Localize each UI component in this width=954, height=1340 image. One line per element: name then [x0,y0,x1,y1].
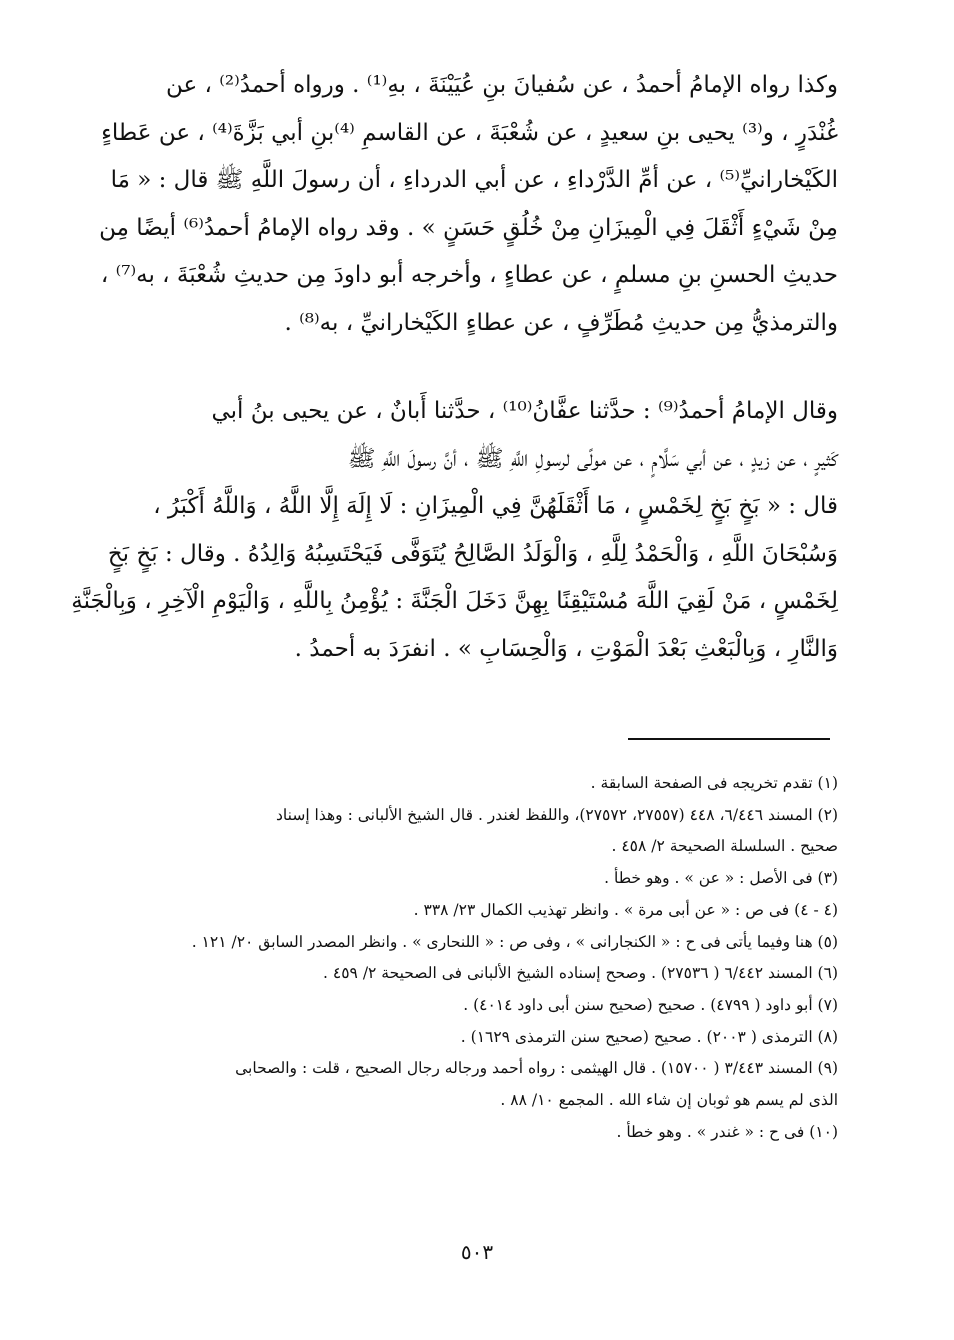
text-line: حديثِ الحسنِ بنِ مسلمٍ ، عن عطاءٍ ، وأخرجه أبو داودَ مِن حديثِ شُعْبَةَ ، به⁽⁷⁾ ، [100,262,838,288]
footnote-line: الذى لم يسم هو ثوبان إن شاء الله . المجمع ١٠/ ٨٨ . [500,1091,838,1110]
page-number: ٥٠٣ [460,1240,494,1264]
text-line: وكذا رواه الإمامُ أحمدُ ، عن سُفيانَ بنِ عُيَيْنَةَ ، بهِ⁽¹⁾ . ورواه أحمدُ⁽²⁾ ، عن [165,72,838,98]
footnote-line: (٢) المسند ٦/٤٤٦، ٤٤٨ (٢٧٥٥٧، ٢٧٥٧٢)، واللفظ لغندر . قال الشيخ الألبانى : وهذا إسناد [276,805,838,824]
text-line: الكَيْخارانيِّ⁽⁵⁾ ، عن أمِّ الدَّرْداءِ ، عن أبي الدرداءِ ، أن رسولَ اللَّهِ ﷺ قال : « مَا [110,167,838,193]
footnote-line: صحيح . السلسلة الصحيحة ٢/ ٤٥٨ . [611,837,838,856]
text-line: غُنْدَرٍ ، و⁽³⁾ يحيى بنِ سعيدٍ ، عن شُعْبَةَ ، عن القاسمِ ⁽⁴⁾بنِ أبي بَزَّةَ⁽⁴⁾ ، عن عَطاءٍ [101,119,838,146]
footnote-line: (٩) المسند ٣/٤٤٣ ( ١٥٧٠٠) . قال الهيثمى : رواه أحمد ورجاله رجال الصحيح ، قلت : والصحابى [235,1059,838,1078]
footnote-line: (٧) أبو داود ( ٤٧٩٩) . صحيح (صحيح سنن أبى داود ٤٠١٤) . [463,995,838,1014]
footnote-divider [628,738,830,740]
text-line: كَثيرٍ ، عن زيدٍ ، عن أبي سَلَّامٍ ، عن مولًى لرسولِ اللَّهِ ﷺ ، أنَّ رسولَ اللَّهِ ﷺ [347,445,838,472]
text-line: وقال الإمامُ أحمدُ⁽⁹⁾ : حدَّثنا عفَّانُ⁽¹⁰⁾ ، حدَّثنا أَبانٌ ، عن يحيى بنُ أبي [211,398,838,424]
main-paragraph-2 [71,388,838,673]
text-line: وَالنَّارِ ، وَبِالْبَعْثِ بَعْدَ الْمَوْتِ ، وَالْحِسَابِ » . انفرَدَ به أحمدُ . [294,635,838,662]
footnote-line: (٨) الترمذى ( ٢٠٠٣) . صحيح (صحيح سنن الترمذى ١٦٢٩) . [460,1027,838,1046]
footnote-line: (٤ - ٤) فى ص : « عن أبى مرة » . وانظر تهذيب الكمال ٢٣/ ٣٣٨ . [413,900,838,919]
footnotes-section [118,768,838,1148]
footnote-line: (٣) فى الأصل : « عن » . وهو خطأ . [604,869,838,888]
main-paragraph-1 [99,62,838,347]
text-line: لِخَمْسٍ ، مَنْ لَقِيَ اللَّهَ مُسْتَيْقِنًا بِهِنَّ دَخَلَ الْجَنَّةَ : يُؤْمِنُ بِاللَّهِ ، وَالْيَوْمِ الْآخِرِ ، وَبِالْجَنَّةِ [71,588,838,614]
footnote-line: (١) تقدم تخريجه فى الصفحة السابقة . [590,774,838,792]
text-line: مِنْ شَيْءٍ أَثْقَلَ فِي الْمِيزَانِ مِنْ خُلُقٍ حَسَنٍ » . وقد رواه الإمامُ أحمدُ⁽⁶⁾ أيضًا مِن [99,214,838,241]
footnote-line: (٥) هنا وفيما يأتى فى ح : « الكنجارانى » ، وفى ص : « اللنحارى » . وانظر المصدر السابق ٢٠/ ١٢١ . [191,932,838,951]
footnote-line: (١٠) فى ح : « غندر » . وهو خطأ . [616,1122,838,1141]
text-line: قال : « بَخٍ بَخٍ لِخَمْسٍ ، مَا أَثْقَلَهُنَّ فِي الْمِيزَانِ : لَا إِلَهَ إِلَّا اللَّهُ ، وَاللَّهُ أَكْبَرُ ، [153,493,838,519]
text-line: والترمذيُّ مِن حديثِ مُطَرِّفٍ ، عن عطاءٍ الكَيْخارانيِّ ، به⁽⁸⁾ . [284,309,838,336]
text-line: وَسُبْحَانَ اللَّهِ ، وَالْحَمْدُ لِلَّهِ ، وَالْوَلَدُ الصَّالِحُ يُتَوَفَّى فَيَحْتَسِبُهُ وَالِدُهُ . وقال : بَخٍ بَخٍ [107,540,838,567]
footnote-line: (٦) المسند ٦/٤٤٢ ( ٢٧٥٣٦) . وصحح إسناده الشيخ الألبانى فى الصحيحة ٢/ ٤٥٩ . [323,964,838,983]
